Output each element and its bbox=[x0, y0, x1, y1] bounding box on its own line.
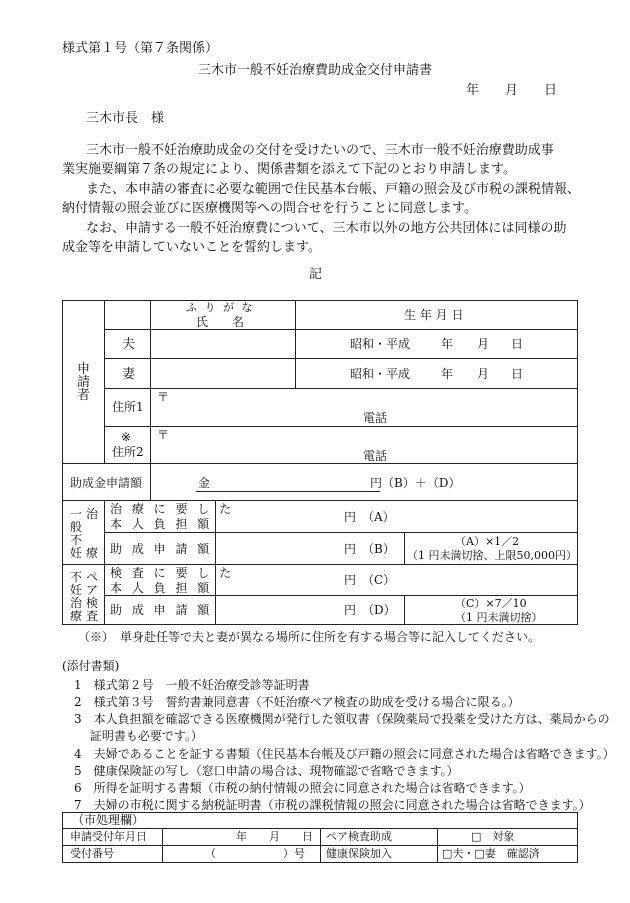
attachments-heading: (添付書類) bbox=[62, 659, 120, 673]
general-label: 般 bbox=[70, 520, 83, 534]
husband-dob-month: 月 bbox=[477, 337, 490, 351]
pair-cost-unit: 円 （C） bbox=[344, 573, 396, 587]
general-label: 一 bbox=[70, 507, 83, 521]
total-amount-suffix: 円（B）＋（D） bbox=[370, 476, 461, 490]
insurance-options-checkbox[interactable]: □夫・□妻 確認済 bbox=[442, 847, 540, 860]
intro-line: 成金等を申請していないことを誓約します。 bbox=[62, 240, 321, 255]
receipt-date-year: 年 bbox=[236, 830, 247, 843]
section-label-applicant: 請 bbox=[77, 375, 91, 390]
pair-formula: （C）×7／10 bbox=[455, 597, 527, 610]
general-label: 治 bbox=[86, 507, 99, 521]
pair-test-label: ペア検査助成 bbox=[326, 830, 392, 843]
date-day: 日 bbox=[544, 83, 558, 98]
ki-heading: 記 bbox=[309, 267, 323, 282]
pair-label: 不 bbox=[70, 570, 83, 584]
address1-phone-label: 電話 bbox=[363, 411, 388, 425]
general-cost-label: 治 療 に 要 し た bbox=[110, 502, 235, 516]
date-month: 月 bbox=[505, 83, 519, 98]
pair-apply-label: 助 成 申 請 額 bbox=[110, 603, 213, 617]
pair-label: ア bbox=[86, 583, 99, 597]
insurance-label: 健康保険加入 bbox=[326, 847, 392, 860]
addressee: 三木市長 様 bbox=[86, 111, 165, 126]
general-apply-label: 助 成 申 請 額 bbox=[110, 542, 213, 556]
wife-dob-year: 年 bbox=[441, 367, 454, 381]
address2-postal-mark: 〒 bbox=[157, 428, 170, 442]
attachment-item: 7 夫婦の市税に関する納税証明書（市税の課税情報の照会に同意された場合は省略できます。） bbox=[74, 798, 591, 812]
form-number: 様式第１号（第７条関係） bbox=[62, 41, 219, 56]
dob-label: 生 年 月 日 bbox=[404, 308, 464, 322]
receipt-date-label: 申請受付年月日 bbox=[70, 830, 147, 843]
address2-phone-label: 電話 bbox=[363, 449, 388, 463]
receipt-number-close: ）号 bbox=[283, 847, 305, 860]
general-formula: （A）×1／2 bbox=[455, 535, 520, 548]
receipt-date-day: 日 bbox=[302, 830, 313, 843]
general-cost-unit: 円 （A） bbox=[344, 510, 395, 524]
pair-label: ペ bbox=[86, 570, 99, 584]
husband-dob-day: 日 bbox=[511, 337, 524, 351]
pair-label: 査 bbox=[86, 609, 99, 623]
wife-era: 昭和・平成 bbox=[350, 367, 411, 381]
general-apply-unit: 円 （B） bbox=[344, 542, 395, 556]
name-label: 氏 名 bbox=[196, 315, 245, 329]
wife-dob-day: 日 bbox=[511, 367, 524, 381]
attachment-item: 5 健康保険証の写し（窓口申請の場合は、現物確認で省略できます。） bbox=[74, 764, 459, 778]
address-note: （※） 単身赴任等で夫と妻が異なる場所に住所を有する場合等に記入してください。 bbox=[78, 630, 541, 644]
husband-era: 昭和・平成 bbox=[350, 337, 411, 351]
pair-cost-label: 検 査 に 要 し た bbox=[110, 566, 235, 580]
pair-apply-unit: 円 （D） bbox=[344, 603, 396, 617]
husband-label: 夫 bbox=[122, 337, 136, 352]
intro-line: 業実施要綱第７条の規定により、関係書類を添えて下記のとおり申請します。 bbox=[62, 162, 516, 177]
general-label: 不 bbox=[70, 533, 83, 547]
total-amount-prefix: 金 bbox=[198, 476, 211, 490]
husband-dob-year: 年 bbox=[441, 337, 454, 351]
attachment-item: 1 様式第２号 一般不妊治療受診等証明書 bbox=[74, 678, 310, 692]
wife-label: 妻 bbox=[122, 367, 136, 382]
address2-mark: ※ bbox=[121, 430, 132, 444]
address1-postal-mark: 〒 bbox=[157, 390, 170, 404]
pair-formula-note: （1 円未満切捨） bbox=[455, 611, 543, 624]
receipt-number-open: （ bbox=[205, 847, 216, 860]
form-title: 三木市一般不妊治療費助成金交付申請書 bbox=[198, 63, 433, 78]
pair-label: 検 bbox=[86, 596, 99, 610]
address2-label: 住所2 bbox=[112, 445, 144, 459]
furigana-label: ふ り が な bbox=[186, 301, 255, 314]
intro-line: なお、申請する一般不妊治療費について、三木市以外の地方公共団体には同様の助 bbox=[86, 221, 567, 236]
date-year: 年 bbox=[466, 83, 480, 98]
section-label-applicant: 者 bbox=[77, 388, 91, 403]
pair-label: 妊 bbox=[70, 583, 83, 597]
pair-cost-label: 本 人 負 担 額 bbox=[110, 581, 213, 595]
attachment-item: 6 所得を証明する書類（市税の納付情報の照会に同意された場合は省略できます。） bbox=[74, 781, 531, 795]
intro-line: また、本申請の審査に必要な範囲で住民基本台帳、戸籍の照会及び市税の課税情報、 bbox=[86, 182, 581, 197]
attachment-item: 証明書も必要です。） bbox=[74, 729, 203, 743]
general-label: 療 bbox=[86, 546, 99, 560]
receipt-date-month: 月 bbox=[269, 830, 280, 843]
address1-label: 住所1 bbox=[112, 400, 144, 414]
office-use-heading: （市処理欄） bbox=[72, 813, 145, 827]
pair-label: 療 bbox=[70, 609, 83, 623]
receipt-number-label: 受付番号 bbox=[70, 847, 114, 860]
wife-dob-month: 月 bbox=[477, 367, 490, 381]
attachment-item: 3 本人負担額を確認できる医療機関が発行した領収書（保険薬局で投薬を受けた方は、薬局からの bbox=[74, 712, 610, 726]
general-formula-note: （1 円未満切捨、上限50,000円） bbox=[407, 549, 577, 562]
total-amount-label: 助成金申請額 bbox=[70, 476, 143, 490]
pair-test-target-checkbox[interactable]: □ 対象 bbox=[471, 830, 515, 843]
section-label-applicant: 申 bbox=[77, 362, 91, 377]
attachment-item: 2 様式第３号 誓約書兼同意書（不妊治療ペア検査の助成を受ける場合に限る。） bbox=[74, 695, 520, 709]
intro-line: 三木市一般不妊治療助成金の交付を受けたいので、三木市一般不妊治療費助成事 bbox=[86, 143, 554, 158]
attachment-item: 4 夫婦であることを証する書類（住民基本台帳及び戸籍の照会に同意された場合は省略できます。） bbox=[74, 747, 615, 761]
pair-label: 治 bbox=[70, 596, 83, 610]
general-label: 妊 bbox=[70, 546, 83, 560]
intro-line: 納付情報の照会並びに医療機関等への問合せを行うことに同意します。 bbox=[62, 201, 477, 216]
general-cost-label: 本 人 負 担 額 bbox=[110, 517, 213, 531]
